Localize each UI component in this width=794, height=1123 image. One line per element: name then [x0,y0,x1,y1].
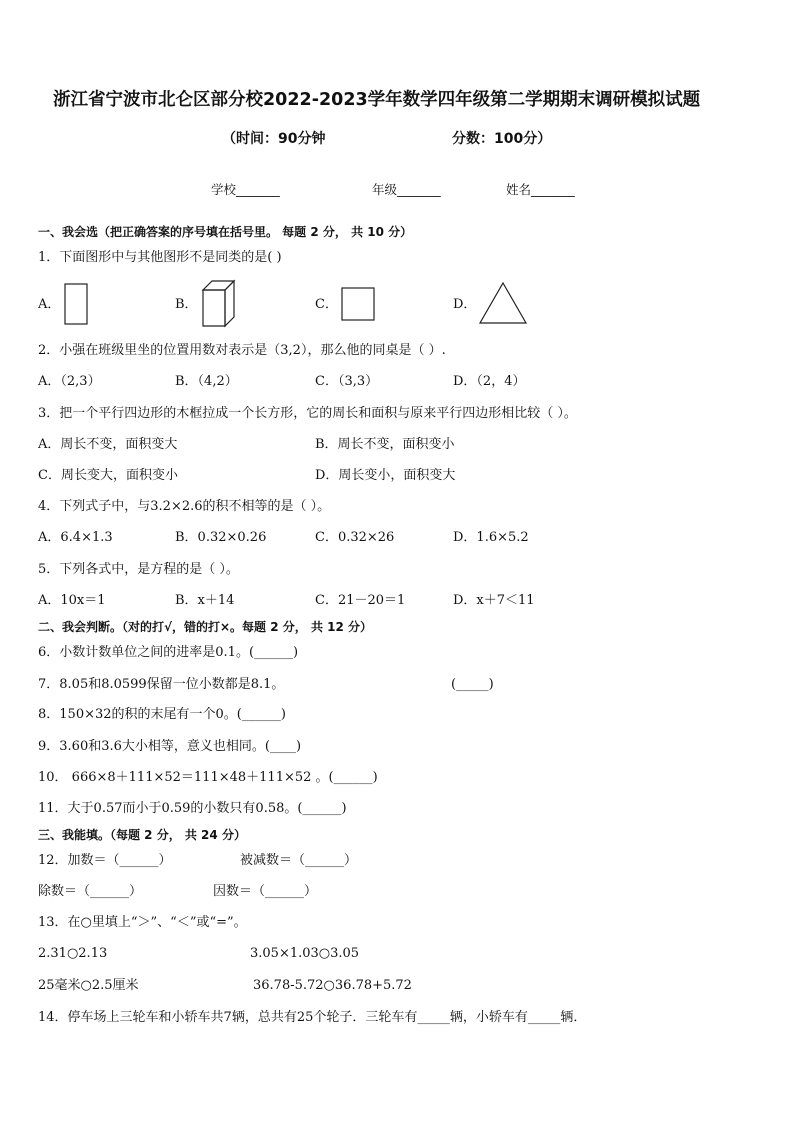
q4-option-c: C．0.32×26 [315,530,395,545]
q2-option-c: C．（3,3） [315,374,379,389]
question-13-c: 25毫米○2.5厘米 [38,978,139,993]
question-7: 7．8.05和8.0599保留一位小数都是8.1。 [38,677,285,692]
question-1: 1．下面图形中与其他图形不是同类的是( ) [38,250,282,265]
q5-option-d: D．x＋7＜11 [453,593,535,608]
rectangle-icon [62,282,90,326]
q5-option-a: A．10x＝1 [38,593,106,608]
q7-answer-blank: (_____) [451,677,494,692]
square-icon [339,285,377,323]
score-label: 分数：100分） [452,131,552,147]
question-3: 3．把一个平行四边形的木框拉成一个长方形，它的周长和面积与原来平行四边形相比较（ ）。 [38,406,577,421]
school-field: 学校_______ [211,182,280,197]
q4-option-d: D．1.6×5.2 [453,530,529,545]
q4-option-a: A．6.4×1.3 [38,530,113,545]
section-heading-1: 一、我会选（把正确答案的序号填在括号里。 每题 2 分， 共 10 分） [38,225,413,239]
question-13-d: 36.78-5.72○36.78+5.72 [253,978,412,993]
q1-option-a: A． [38,297,61,312]
question-8: 8．150×32的积的末尾有一个0。(______) [38,707,286,722]
question-12-d: 因数＝（______） [213,884,318,899]
triangle-icon [477,280,529,326]
question-13-b: 3.05×1.03○3.05 [250,946,360,961]
q1-option-d: D． [453,297,477,312]
question-6: 6．小数计数单位之间的进率是0.1。(______) [38,645,299,660]
question-14: 14．停车场上三轮车和小轿车共7辆，总共有25个轮子．三轮车有_____辆，小轿车有_____辆． [38,1010,587,1025]
question-5: 5．下列各式中，是方程的是（ ）。 [38,562,239,577]
question-12-a: 12．加数＝（______） [38,853,172,868]
question-4: 4．下列式子中，与3.2×2.6的积不相等的是（ ）。 [38,499,331,514]
q3-option-c: C．周长变大，面积变小 [38,468,178,483]
q3-option-a: A．周长不变，面积变大 [38,437,178,452]
section-heading-3: 三、我能填。（每题 2 分， 共 24 分） [38,828,246,842]
cuboid-icon [198,277,238,329]
page-title: 浙江省宁波市北仑区部分校2022-2023学年数学四年级第二学期期末调研模拟试题 [53,90,701,110]
section-heading-2: 二、我会判断。（对的打√，错的打×。每题 2 分， 共 12 分） [38,620,372,634]
question-10: 10． 666×8＋111×52＝111×48＋111×52 。(______) [38,770,378,785]
question-13: 13．在○里填上“＞”、“＜”或“=”。 [38,915,247,930]
q2-option-d: D．（2，4） [453,374,526,389]
q2-option-b: B．（4,2） [175,374,238,389]
grade-field: 年级_______ [372,182,441,197]
q1-option-b: B． [175,297,198,312]
q2-option-a: A．（2,3） [38,374,101,389]
q4-option-b: B．0.32×0.26 [175,530,267,545]
q3-option-d: D．周长变小，面积变大 [315,468,456,483]
q1-option-c: C． [315,297,338,312]
question-13-a: 2.31○2.13 [38,946,108,961]
question-11: 11．大于0.57而小于0.59的小数只有0.58。(______) [38,801,347,816]
q5-option-b: B．x＋14 [175,593,235,608]
time-label: （时间：90分钟 [222,131,326,147]
q5-option-c: C．21－20＝1 [315,593,406,608]
question-2: 2．小强在班级里坐的位置用数对表示是（3,2），那么他的同桌是（ ）. [38,343,446,358]
name-field: 姓名_______ [506,182,575,197]
question-12-b: 被减数＝（______） [240,853,358,868]
question-9: 9．3.60和3.6大小相等，意义也相同。(____) [38,739,302,754]
q3-option-b: B．周长不变，面积变小 [315,437,455,452]
question-12-c: 除数＝（______） [38,884,143,899]
